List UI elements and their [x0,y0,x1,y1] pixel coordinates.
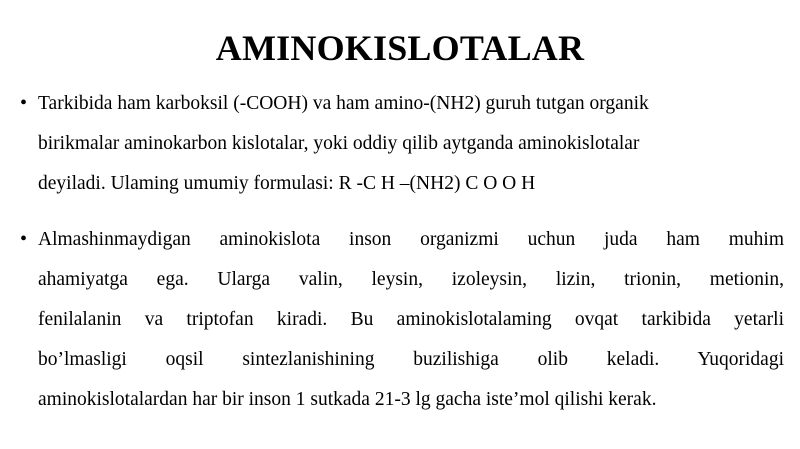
bullet-paragraph-essential [38,224,784,424]
paragraph-line: fenilalanin va triptofan kiradi. Bu aminokislotalaming ovqat tarkibida yetarli [38,309,784,330]
paragraph-line: birikmalar aminokarbon kislotalar, yoki oddiy qilib aytganda aminokislotalar [38,133,640,154]
slide-title: AMINOKISLOTALAR [215,28,585,68]
bullet-marker: • [20,92,28,114]
paragraph-line: bo’lmasligi oqsil sintezlanishining buzilishiga olib keladi. Yuqoridagi [38,349,784,370]
paragraph-line: Almashinmaydigan aminokislota inson organizmi uchun juda ham muhim [38,229,784,250]
paragraph-line: deyiladi. Ulaming umumiy formulasi: R -C H –(NH2) C O O H [38,173,536,194]
paragraph-line: aminokislotalardan har bir inson 1 sutkada 21-3 lg gacha iste’mol qilishi kerak. [38,389,657,410]
bullet-paragraph-formula [38,88,784,208]
paragraph-line: Tarkibida ham karboksil (-COOH) va ham amino-(NH2) guruh tutgan organik [38,93,649,114]
bullet-marker: • [20,228,28,250]
paragraph-line: ahamiyatga ega. Ularga valin, leysin, izoleysin, lizin, trionin, metionin, [38,269,784,290]
